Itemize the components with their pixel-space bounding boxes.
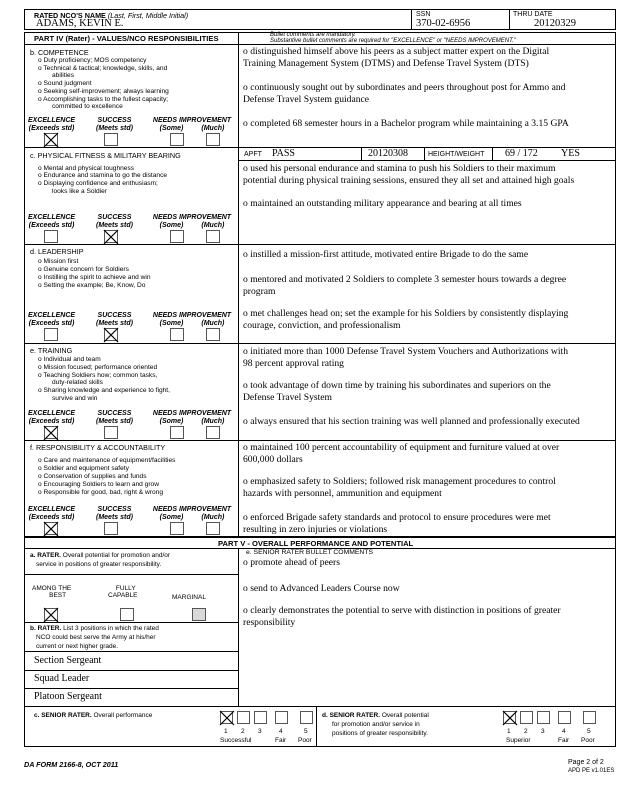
apft-date[interactable]: 20120308: [368, 148, 408, 159]
section-f-item: o Responsible for good, bad, right & wrong: [38, 489, 163, 496]
excellence-checkbox[interactable]: [44, 328, 58, 341]
needs-improvement-some-checkbox[interactable]: [170, 230, 184, 243]
part4-note-1: Bullet comments are mandatory.: [270, 32, 356, 38]
success-checkbox[interactable]: [104, 522, 118, 535]
section-d-bullet: o met challenges head on; set the example for his Soldiers by consistently displaying: [243, 308, 569, 319]
rating-x-mark-icon: [43, 521, 59, 537]
section-e-title: e. TRAINING: [30, 346, 73, 355]
section-b-item: committed to excellence: [52, 103, 123, 110]
form-number: DA FORM 2166-8, OCT 2011: [24, 760, 119, 769]
needs-improvement-some-checkbox[interactable]: [170, 426, 184, 439]
marginal-checkbox[interactable]: [192, 608, 206, 621]
excellence-label: EXCELLENCE (Exceeds std): [28, 117, 76, 132]
needs-improvement-much-checkbox[interactable]: [206, 426, 220, 439]
needs-improvement-much-checkbox[interactable]: [206, 133, 220, 146]
section-d-bullet: o mentored and motivated 2 Soldiers to complete 3 semester hours towards a degree: [243, 274, 567, 285]
excellence-label: EXCELLENCE (Exceeds std): [28, 506, 76, 521]
rating-x-mark-icon: [43, 425, 59, 441]
senior-rater-bullet: o send to Advanced Leaders Course now: [243, 583, 400, 594]
scale-number: 3: [258, 728, 262, 735]
thru-date-label: THRU DATE: [513, 11, 553, 18]
excellence-label: EXCELLENCE (Exceeds std): [28, 312, 76, 327]
section-f-bullet: o maintained 100 percent accountability of equipment and furniture valued at over: [243, 442, 560, 453]
success-label: SUCCESS (Meets std): [96, 214, 133, 229]
section-e-item: duty-related skills: [52, 379, 103, 386]
success-label: SUCCESS (Meets std): [96, 117, 133, 132]
success-checkbox[interactable]: [104, 133, 118, 146]
part5-b-label: b. RATER. List 3 positions in which the rated: [30, 625, 159, 632]
scale-number: 4: [562, 728, 566, 735]
senior-rater-bullet: o promote ahead of peers: [243, 557, 340, 568]
scale-label: Poor: [581, 737, 595, 744]
ssn-label: SSN: [416, 11, 431, 18]
senior-rater-bullet: responsibility: [243, 617, 296, 628]
senior-rater-scale-checkbox[interactable]: [254, 711, 267, 724]
section-c-bullet: potential during physical training sessions, ensured they all set and attained high goals: [243, 175, 575, 186]
thru-date-value[interactable]: 20120329: [534, 18, 576, 29]
section-b-item: o Seeking self-improvement; always learning: [38, 88, 169, 95]
senior-rater-scale-checkbox[interactable]: [275, 711, 288, 724]
position-3[interactable]: Platoon Sergeant: [34, 691, 102, 702]
section-e-item: survive and win: [52, 395, 98, 402]
section-f-item: o Soldier and equipment safety: [38, 465, 129, 472]
part5-title: PART V - OVERALL PERFORMANCE AND POTENTIAL: [218, 539, 414, 548]
success-label: SUCCESS (Meets std): [96, 506, 133, 521]
position-2[interactable]: Squad Leader: [34, 673, 90, 684]
part5-b-text: current or next higher grade.: [36, 643, 119, 650]
scale-label: Successful: [220, 737, 252, 744]
section-d-bullet: o instilled a mission-first attitude, motivated entire Brigade to do the same: [243, 249, 529, 260]
needs-improvement-some-checkbox[interactable]: [170, 522, 184, 535]
section-b-item: o Technical & tactical; knowledge, skills, and: [38, 65, 168, 72]
section-e-bullet: o initiated more than 1000 Defense Travel System Vouchers and Authorizations with: [243, 346, 568, 357]
among-best-label: AMONG THE BEST: [32, 585, 72, 599]
scale-number: 1: [224, 728, 228, 735]
excellence-checkbox[interactable]: [44, 230, 58, 243]
needs-improvement-label: NEEDS IMPROVEMENT (Some) (Much): [152, 312, 232, 327]
excellence-label: EXCELLENCE (Exceeds std): [28, 214, 76, 229]
senior-rater-scale-checkbox[interactable]: [520, 711, 533, 724]
senior-rater-x-mark-icon: [219, 710, 235, 726]
fully-capable-label: FULLY CAPABLE: [108, 585, 138, 599]
form-version: APD PE v1.01ES: [568, 768, 615, 774]
section-d-bullet: courage, conviction, and professionalism: [243, 320, 401, 331]
needs-improvement-label: NEEDS IMPROVEMENT (Some) (Much): [152, 117, 232, 132]
section-c-title: c. PHYSICAL FITNESS & MILITARY BEARING: [30, 151, 181, 160]
scale-number: 1: [507, 728, 511, 735]
section-b-bullet: o continuously sought out by subordinates and peers throughout post for Ammo and: [243, 82, 566, 93]
section-f-item: o Conservation of supplies and funds: [38, 473, 147, 480]
section-f-bullet: 600,000 dollars: [243, 454, 303, 465]
needs-improvement-label: NEEDS IMPROVEMENT (Some) (Much): [152, 410, 232, 425]
part5-b-text: NCO could best serve the Army at his/her: [36, 634, 156, 641]
section-d-item: o Setting the example; Be, Know, Do: [38, 282, 146, 289]
rating-x-mark-icon: [103, 327, 119, 343]
section-c-item: o Mental and physical toughness: [38, 165, 135, 172]
scale-label: Superior: [506, 737, 531, 744]
part5-a-label: a. RATER. Overall potential for promotion and/or: [30, 552, 171, 559]
senior-rater-bullet: o clearly demonstrates the potential to serve with distinction in positions of greater: [243, 605, 561, 616]
part5-d-text: for promotion and/or service in: [332, 721, 420, 728]
among-best-x-mark-icon: [43, 607, 59, 623]
section-e-item: o Individual and team: [38, 356, 101, 363]
ssn-value[interactable]: 370-02-6956: [416, 18, 471, 29]
part5-e-title: e. SENIOR RATER BULLET COMMENTS: [246, 549, 374, 556]
part5-d-text: positions of greater responsibility.: [332, 730, 428, 737]
section-b-title: b. COMPETENCE: [30, 48, 89, 57]
section-d-item: o Mission first: [38, 258, 79, 265]
section-c-bullet: o used his personal endurance and stamina to push his Soldiers to their maximum: [243, 163, 556, 174]
section-d-item: o Instilling the spirit to achieve and win: [38, 274, 151, 281]
fully-capable-checkbox[interactable]: [120, 608, 134, 621]
section-b-item: o Accomplishing tasks to the fullest capacity;: [38, 96, 169, 103]
part5-d-label: d. SENIOR RATER. Overall potential: [322, 712, 429, 719]
section-f-item: o Care and maintenance of equipment/facilities: [38, 457, 176, 464]
senior-rater-scale-checkbox[interactable]: [558, 711, 571, 724]
section-b-bullet: Defense Travel System guidance: [243, 94, 370, 105]
section-b-bullet: Training Management System (DTMS) and Defense Travel System (DTS): [243, 58, 529, 69]
rating-x-mark-icon: [43, 132, 59, 148]
scale-number: 3: [541, 728, 545, 735]
position-1[interactable]: Section Sergeant: [34, 655, 102, 666]
success-label: SUCCESS (Meets std): [96, 410, 133, 425]
scale-number: 5: [587, 728, 591, 735]
section-e-bullet: Defense Travel System: [243, 392, 332, 403]
needs-improvement-much-checkbox[interactable]: [206, 328, 220, 341]
senior-rater-scale-checkbox[interactable]: [300, 711, 313, 724]
senior-rater-x-mark-icon: [502, 710, 518, 726]
section-d-bullet: program: [243, 286, 276, 297]
part5-a-text: service in positions of greater responsibility.: [36, 561, 162, 568]
section-e-bullet: o took advantage of down time by training his subordinates and superiors on the: [243, 380, 551, 391]
section-c-item: o Endurance and stamina to go the distance: [38, 172, 168, 179]
section-c-item: looks like a Soldier: [52, 188, 107, 195]
scale-number: 4: [279, 728, 283, 735]
section-f-item: o Encouraging Soldiers to learn and grow: [38, 481, 159, 488]
name-label: RATED NCO'S NAME (Last, First, Middle Initial): [34, 11, 189, 20]
senior-rater-scale-checkbox[interactable]: [583, 711, 596, 724]
height-weight-value[interactable]: 69 / 172: [505, 148, 538, 159]
part5-c-label: c. SENIOR RATER. Overall performance: [34, 712, 153, 719]
scale-number: 2: [524, 728, 528, 735]
needs-improvement-label: NEEDS IMPROVEMENT (Some) (Much): [152, 214, 232, 229]
section-d-item: o Genuine concern for Soldiers: [38, 266, 129, 273]
needs-improvement-much-checkbox[interactable]: [206, 230, 220, 243]
rated-nco-name[interactable]: ADAMS, KEVIN E.: [36, 18, 124, 29]
height-weight-result[interactable]: YES: [561, 148, 580, 159]
section-c-item: o Displaying confidence and enthusiasm;: [38, 180, 158, 187]
success-checkbox[interactable]: [104, 426, 118, 439]
scale-number: 5: [304, 728, 308, 735]
section-f-bullet: resulting in zero injuries or violations: [243, 524, 388, 535]
section-f-bullet: hazards with personnel, ammunition and equipment: [243, 488, 442, 499]
marginal-label: MARGINAL: [172, 594, 206, 601]
section-d-title: d. LEADERSHIP: [30, 247, 84, 256]
needs-improvement-label: NEEDS IMPROVEMENT (Some) (Much): [152, 506, 232, 521]
apft-result[interactable]: PASS: [272, 148, 295, 159]
success-label: SUCCESS (Meets std): [96, 312, 133, 327]
section-b-bullet: o distinguished himself above his peers as a subject matter expert on the Digital: [243, 46, 550, 57]
section-c-bullet: o maintained an outstanding military appearance and bearing at all times: [243, 198, 522, 209]
section-b-item: o Sound judgment: [38, 80, 92, 87]
apft-label: APFT: [244, 151, 262, 158]
section-e-item: o Teaching Soldiers how; common tasks,: [38, 372, 158, 379]
section-e-bullet: 98 percent approval rating: [243, 358, 344, 369]
section-e-bullet: o always ensured that his section training was well planned and professionally executed: [243, 416, 580, 427]
senior-rater-scale-checkbox[interactable]: [237, 711, 250, 724]
page-number: Page 2 of 2: [568, 759, 604, 766]
needs-improvement-much-checkbox[interactable]: [206, 522, 220, 535]
needs-improvement-some-checkbox[interactable]: [170, 328, 184, 341]
section-f-bullet: o enforced Brigade safety standards and protocol to ensure procedures were met: [243, 512, 551, 523]
section-f-bullet: o emphasized safety to Soldiers; followed risk management procedures to control: [243, 476, 556, 487]
scale-label: Fair: [558, 737, 570, 744]
scale-label: Poor: [298, 737, 312, 744]
section-b-bullet: o completed 68 semester hours in a Bachelor program while maintaining a 3.15 GPA: [243, 118, 569, 129]
section-b-item: o Duty proficiency; MOS competency: [38, 57, 147, 64]
senior-rater-scale-checkbox[interactable]: [537, 711, 550, 724]
part4-note-2: Substantive bullet comments are required for "EXCELLENCE" or "NEEDS IMPROVEMENT.": [270, 38, 517, 44]
part4-title: PART IV (Rater) - VALUES/NCO RESPONSIBILITIES: [34, 34, 219, 43]
section-b-item: abilities: [52, 72, 74, 79]
section-e-item: o Sharing knowledge and experience to fight,: [38, 387, 170, 394]
height-weight-label: HEIGHT/WEIGHT: [428, 151, 485, 158]
rating-x-mark-icon: [103, 229, 119, 245]
needs-improvement-some-checkbox[interactable]: [170, 133, 184, 146]
section-f-title: f. RESPONSIBILITY & ACCOUNTABILITY: [30, 443, 166, 452]
excellence-label: EXCELLENCE (Exceeds std): [28, 410, 76, 425]
scale-number: 2: [241, 728, 245, 735]
section-e-item: o Mission focused; performance oriented: [38, 364, 158, 371]
scale-label: Fair: [275, 737, 287, 744]
